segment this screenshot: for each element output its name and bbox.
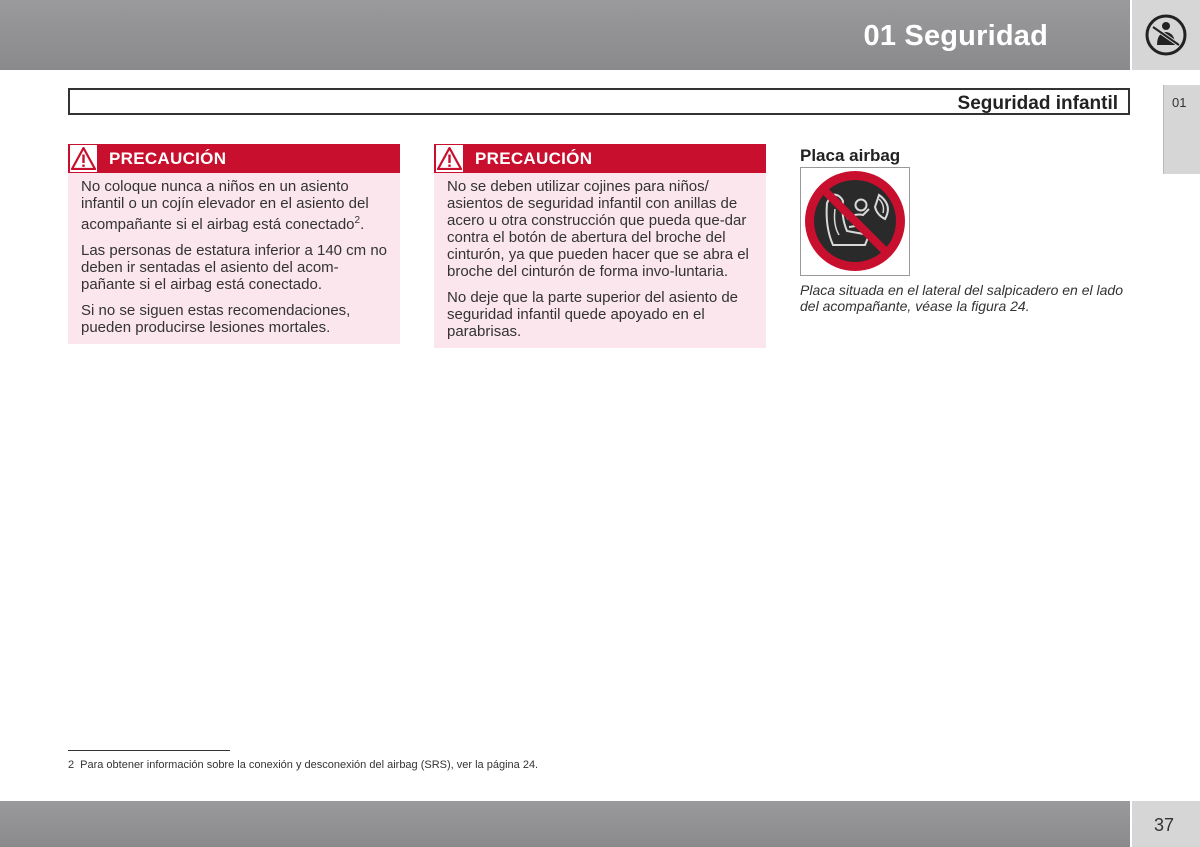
chapter-icon-box bbox=[1132, 0, 1200, 70]
warning-paragraph: No deje que la parte superior del asiento de seguridad infantil quede apoyado en el parabrisas. bbox=[447, 289, 739, 340]
chapter-title: 01 Seguridad bbox=[863, 20, 1048, 52]
airbag-plate-prohibition-icon bbox=[803, 169, 907, 273]
seatbelt-icon bbox=[1145, 14, 1187, 56]
footnote-divider bbox=[68, 750, 230, 751]
warning-paragraph bbox=[81, 178, 390, 233]
footnote-text: Para obtener información sobre la conexión y desconexión del airbag (SRS), ver la página 24. bbox=[80, 759, 539, 771]
warning-paragraph: Si no se siguen estas recomendaciones, pueden producirse lesiones mortales. bbox=[81, 302, 351, 336]
page-number-box bbox=[1132, 801, 1200, 847]
section-title: Seguridad infantil bbox=[957, 93, 1118, 114]
footnote-ref[interactable]: 2 bbox=[354, 215, 361, 226]
warning-label: PRECAUCIÓN bbox=[475, 149, 593, 168]
footnote-number: 2 bbox=[68, 759, 75, 771]
page-number: 37 bbox=[1154, 815, 1175, 835]
section-header bbox=[68, 88, 1130, 115]
warning-text-end: . bbox=[360, 216, 365, 233]
warning-header bbox=[434, 144, 766, 173]
header-bar bbox=[0, 0, 1130, 70]
airbag-plate-figure bbox=[800, 167, 910, 276]
warning-text: No coloque nunca a niños en un asiento infantil o un cojín elevador en el asiento del acompañante si el airbag está conectado bbox=[81, 178, 369, 233]
chapter-side-tab[interactable] bbox=[1163, 85, 1200, 174]
warning-paragraph: No se deben utilizar cojines para niños/ asientos de seguridad infantil con anillas de acero u otra construcción que pueda que-dar contra el botón de abertura del broche del cinturón, ya que pueden hacer que se abra el broche del cinturón de forma invo-luntaria. bbox=[447, 178, 749, 280]
warning-triangle-icon bbox=[437, 147, 462, 170]
airbag-heading: Placa airbag bbox=[800, 146, 901, 165]
airbag-caption: Placa situada en el lateral del salpicadero en el lado del acompañante, véase la figura 24. bbox=[800, 282, 1123, 314]
warning-paragraph: Las personas de estatura inferior a 140 cm no deben ir sentadas el asiento del acom-pañante si el airbag está conectado. bbox=[81, 242, 388, 293]
warning-body bbox=[68, 173, 400, 344]
warning-box-2 bbox=[434, 144, 766, 348]
warning-triangle-icon bbox=[71, 147, 96, 170]
footer-bar bbox=[0, 801, 1130, 847]
warning-header bbox=[68, 144, 400, 173]
warning-icon-box bbox=[70, 145, 97, 172]
warning-icon-box bbox=[436, 145, 463, 172]
warning-box-1 bbox=[68, 144, 400, 344]
warning-label: PRECAUCIÓN bbox=[109, 149, 227, 168]
side-tab-label: 01 bbox=[1172, 95, 1187, 110]
warning-body bbox=[434, 173, 766, 348]
footnote bbox=[68, 759, 538, 771]
